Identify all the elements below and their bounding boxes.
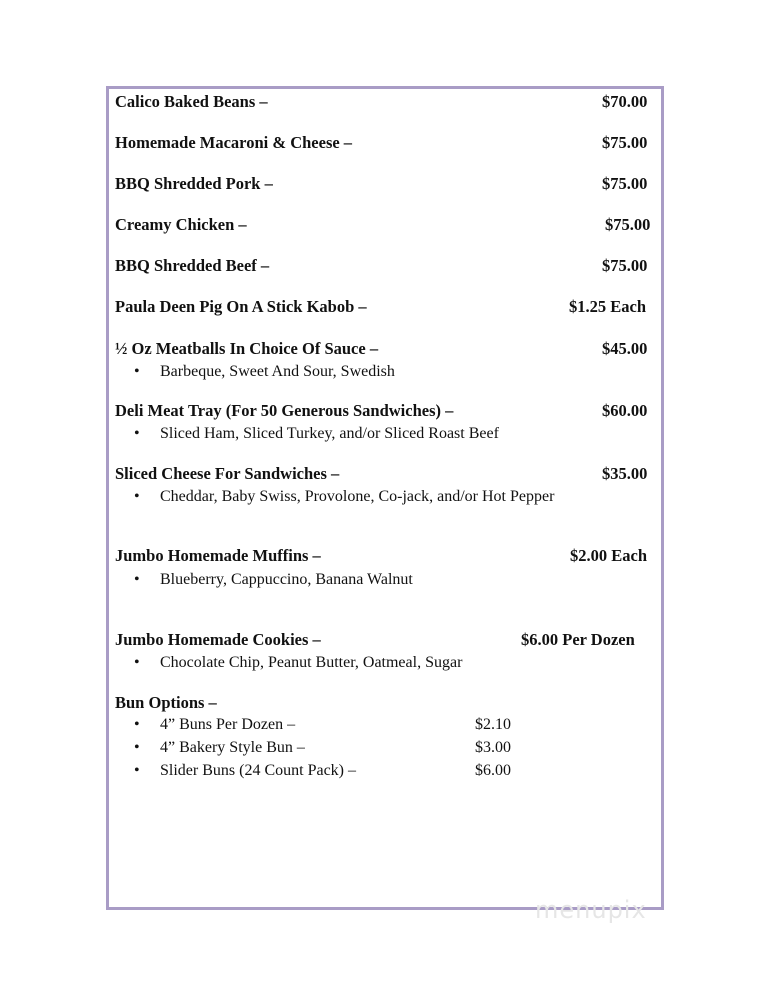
menu-item-price: $35.00 bbox=[602, 464, 648, 483]
bun-option-price: $6.00 bbox=[475, 762, 511, 779]
menu-item-name: Creamy Chicken – bbox=[115, 215, 247, 234]
detail-text: Chocolate Chip, Peanut Butter, Oatmeal, Sugar bbox=[160, 654, 463, 671]
menu-item-price: $6.00 Per Dozen bbox=[521, 630, 635, 649]
bullet: • bbox=[134, 762, 140, 779]
menu-item-price: $60.00 bbox=[602, 401, 648, 420]
menu-item-price: $75.00 bbox=[605, 215, 651, 234]
bullet: • bbox=[134, 425, 140, 442]
menu-item-price: $1.25 Each bbox=[569, 297, 647, 316]
menu-item-detail bbox=[134, 363, 395, 381]
menu-item-price: $75.00 bbox=[602, 256, 648, 275]
watermark: menupix bbox=[535, 896, 647, 924]
menu-item-name: Calico Baked Beans – bbox=[115, 92, 268, 111]
menu-item-name: Deli Meat Tray (For 50 Generous Sandwiches) – bbox=[115, 401, 454, 420]
detail-text: Blueberry, Cappuccino, Banana Walnut bbox=[160, 571, 413, 588]
menu-item-price: $2.00 Each bbox=[570, 546, 648, 565]
bun-option-price: $3.00 bbox=[475, 739, 511, 756]
bun-options-title: Bun Options – bbox=[115, 693, 217, 712]
menu-item-name: BBQ Shredded Pork – bbox=[115, 174, 273, 193]
detail-text: Cheddar, Baby Swiss, Provolone, Co-jack, and/or Hot Pepper bbox=[160, 488, 555, 505]
bun-option-label: 4” Bakery Style Bun – bbox=[160, 739, 305, 756]
detail-text: Sliced Ham, Sliced Turkey, and/or Sliced Roast Beef bbox=[160, 425, 499, 442]
menu-item-name: Homemade Macaroni & Cheese – bbox=[115, 133, 353, 152]
menu-item-detail bbox=[134, 425, 499, 443]
menu-item-detail bbox=[134, 654, 462, 672]
menu-item-price: $75.00 bbox=[602, 174, 648, 193]
bullet: • bbox=[134, 739, 140, 756]
menu-item-name: ½ Oz Meatballs In Choice Of Sauce – bbox=[115, 339, 379, 358]
menu-item-name: Jumbo Homemade Muffins – bbox=[115, 546, 321, 565]
menu-item-name: BBQ Shredded Beef – bbox=[115, 256, 270, 275]
menu-item-price: $45.00 bbox=[602, 339, 648, 358]
bullet: • bbox=[134, 488, 140, 505]
menu-item-name: Paula Deen Pig On A Stick Kabob – bbox=[115, 297, 367, 316]
bullet: • bbox=[134, 363, 140, 380]
bullet: • bbox=[134, 716, 140, 733]
bullet: • bbox=[134, 571, 140, 588]
bun-option-label: Slider Buns (24 Count Pack) – bbox=[160, 762, 356, 779]
menu-item-price: $70.00 bbox=[602, 92, 648, 111]
menu-item-detail bbox=[134, 571, 413, 589]
menu-item-name: Sliced Cheese For Sandwiches – bbox=[115, 464, 340, 483]
menu-item-price: $75.00 bbox=[602, 133, 648, 152]
detail-text: Barbeque, Sweet And Sour, Swedish bbox=[160, 363, 395, 380]
bun-option-label: 4” Buns Per Dozen – bbox=[160, 716, 296, 733]
bun-option-price: $2.10 bbox=[475, 716, 511, 733]
bun-option bbox=[134, 762, 356, 780]
bun-option bbox=[134, 716, 295, 734]
bun-option bbox=[134, 739, 305, 757]
menu-item-name: Jumbo Homemade Cookies – bbox=[115, 630, 321, 649]
menu-item-detail bbox=[134, 488, 554, 506]
bullet: • bbox=[134, 654, 140, 671]
